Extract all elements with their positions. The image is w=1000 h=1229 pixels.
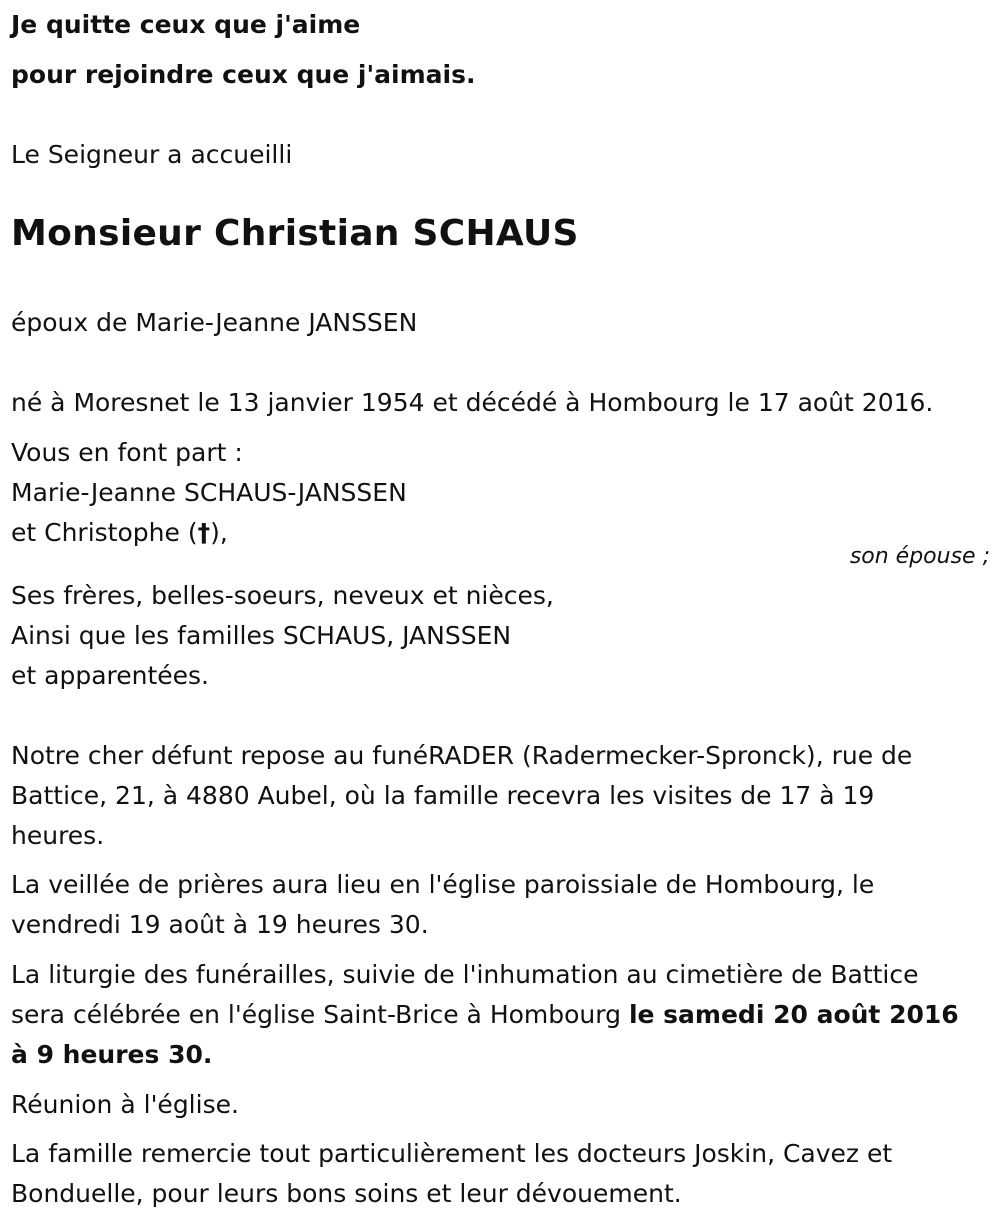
announcer-siblings: Ses frères, belles-soeurs, neveux et nièces, [11, 581, 554, 610]
vigil-line-2: vendredi 19 août à 19 heures 30. [11, 910, 429, 939]
epigraph-line-2: pour rejoindre ceux que j'aimais. [11, 60, 476, 89]
visitation-line-2: Battice, 21, à 4880 Aubel, où la famille recevra les visites de 17 à 19 [11, 781, 875, 810]
announcer-son-post: ), [210, 518, 228, 547]
funeral-line-2 [11, 1002, 959, 1027]
spouse-line: époux de Marie-Jeanne JANSSEN [11, 308, 418, 337]
visitation-line-1: Notre cher défunt repose au funéRADER (Radermecker-Spronck), rue de [11, 741, 913, 770]
spouse-role: son épouse ; [849, 544, 990, 569]
announcers-header: Vous en font part : [11, 438, 243, 467]
cross-icon: † [197, 518, 211, 547]
funeral-time: à 9 heures 30. [11, 1040, 213, 1069]
intro-text: Le Seigneur a accueilli [11, 140, 293, 169]
meeting-text: Réunion à l'église. [11, 1090, 239, 1119]
funeral-date: le samedi 20 août 2016 [628, 1000, 959, 1029]
birth-death-line: né à Moresnet le 13 janvier 1954 et décédé à Hombourg le 17 août 2016. [11, 388, 934, 417]
announcer-spouse: Marie-Jeanne SCHAUS-JANSSEN [11, 478, 407, 507]
funeral-line-2-text: sera célébrée en l'église Saint-Brice à Hombourg [11, 1000, 629, 1029]
announcer-related: et apparentées. [11, 661, 209, 690]
deceased-name: Monsieur Christian SCHAUS [11, 213, 579, 254]
epigraph-line-1: Je quitte ceux que j'aime [11, 10, 361, 39]
visitation-line-3: heures. [11, 821, 105, 850]
thanks-line-2: Bonduelle, pour leurs bons soins et leur dévouement. [11, 1179, 682, 1208]
funeral-line-1: La liturgie des funérailles, suivie de l'inhumation au cimetière de Battice [11, 960, 919, 989]
announcer-families: Ainsi que les familles SCHAUS, JANSSEN [11, 621, 512, 650]
announcer-son-pre: et Christophe ( [11, 518, 198, 547]
thanks-line-1: La famille remercie tout particulièrement les docteurs Joskin, Cavez et [11, 1139, 893, 1168]
vigil-line-1: La veillée de prières aura lieu en l'église paroissiale de Hombourg, le [11, 870, 875, 899]
announcer-son [11, 520, 228, 545]
